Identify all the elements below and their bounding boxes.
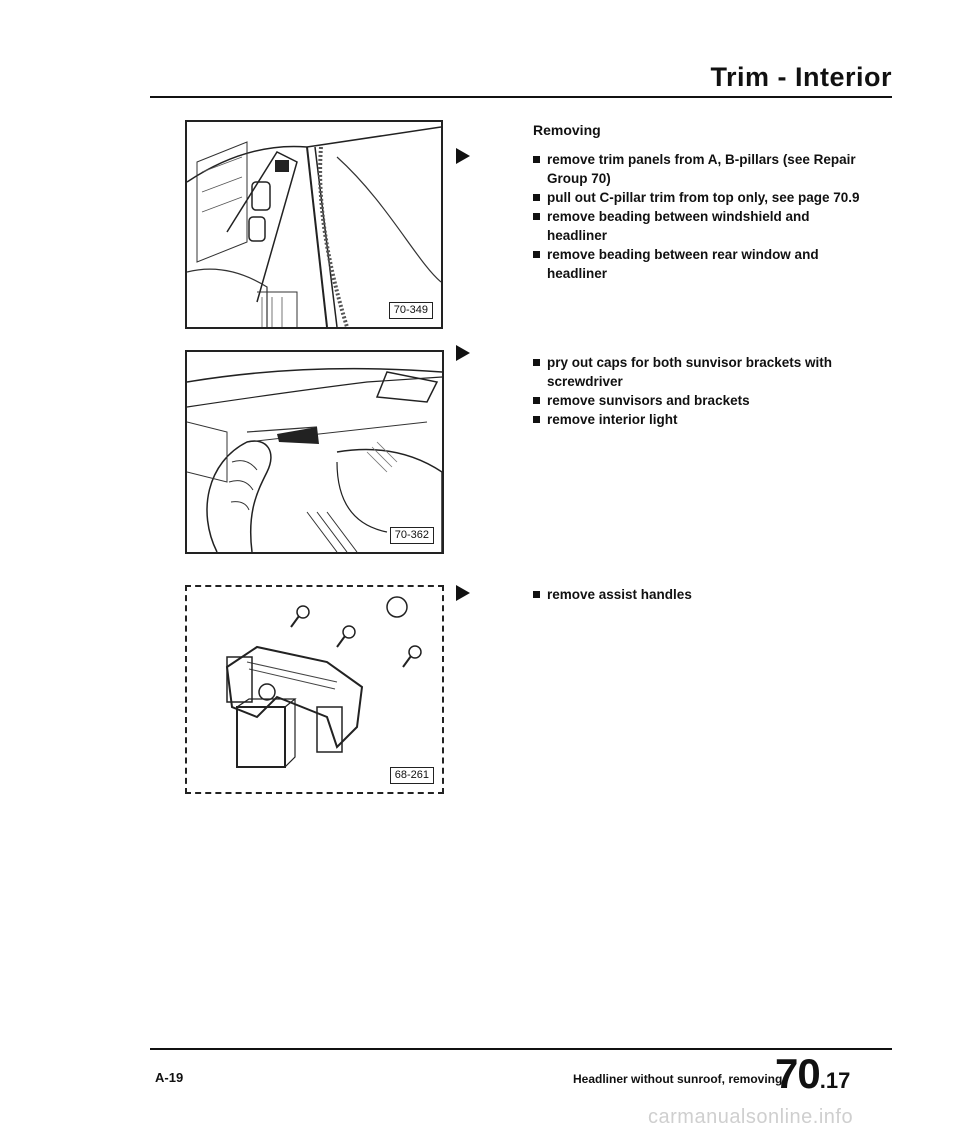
- figure-arrow-marker: [456, 585, 470, 601]
- figure-arrow-marker: [456, 148, 470, 164]
- watermark-text: carmanualsonline.info: [648, 1106, 854, 1128]
- list-item: remove interior light: [533, 410, 863, 429]
- assist-handle-illustration: [187, 587, 442, 792]
- list-item: pry out caps for both sunvisor brackets with screwdriver: [533, 353, 863, 391]
- section-title-removing: Removing: [533, 122, 601, 138]
- instruction-list-1: [533, 150, 863, 283]
- section-number-main: 70: [775, 1050, 820, 1097]
- list-item: remove trim panels from A, B-pillars (see Repair Group 70): [533, 150, 863, 188]
- pillar-trim-illustration: [187, 122, 441, 327]
- figure-label-68-261: 68-261: [390, 767, 434, 784]
- figure-arrow-marker: [456, 345, 470, 361]
- figure-label-70-349: 70-349: [389, 302, 433, 319]
- figure-sunvisor-caps: [185, 350, 444, 554]
- list-item: remove assist handles: [533, 585, 863, 604]
- figure-label-70-362: 70-362: [390, 527, 434, 544]
- list-item: pull out C-pillar trim from top only, see page 70.9: [533, 188, 863, 207]
- instruction-list-2: [533, 353, 863, 429]
- section-number: [775, 1050, 850, 1098]
- instruction-list-3: [533, 585, 863, 604]
- page-reference: A-19: [155, 1070, 184, 1085]
- list-item: remove beading between windshield and headliner: [533, 207, 863, 245]
- sunvisor-illustration: [187, 352, 442, 552]
- page-header-title: Trim - Interior: [710, 62, 892, 92]
- header-divider: [150, 96, 892, 98]
- figure-pillar-trim: [185, 120, 443, 329]
- section-number-sub: .17: [819, 1068, 851, 1093]
- list-item: remove beading between rear window and headliner: [533, 245, 863, 283]
- figure-assist-handle: [185, 585, 444, 794]
- list-item: remove sunvisors and brackets: [533, 391, 863, 410]
- footer-caption: Headliner without sunroof, removing: [573, 1072, 783, 1086]
